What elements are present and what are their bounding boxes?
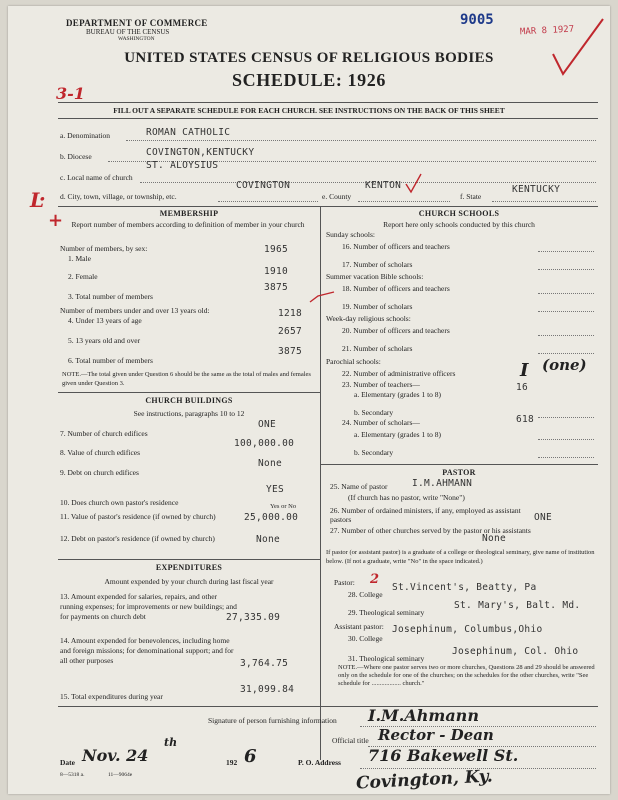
q8-value: 100,000.00 (234, 438, 295, 449)
buildings-title: CHURCH BUILDINGS (145, 396, 233, 405)
margin-note: 3-1 (56, 84, 85, 103)
date-year-digit: 6 (244, 746, 257, 767)
q12-value: None (256, 534, 281, 545)
date-year-prefix: 192 (226, 758, 238, 767)
q24-label: 24. Number of scholars— (342, 418, 420, 427)
q24b-label: b. Secondary (354, 448, 394, 457)
q31-value: Josephinum, Col. Ohio (452, 646, 579, 657)
tick-mark-icon (308, 288, 338, 308)
pastor-note: NOTE.—Where one pastor serves two or more churches, Questions 28 and 29 should be answered only on the schedule for one of the churches; on the schedules for the other churches, write "See schedule for .................. church." (338, 664, 595, 687)
state-label: f. State (460, 192, 482, 201)
diocese-label: b. Diocese (60, 152, 92, 161)
tick-mark-icon (404, 172, 424, 196)
q7-label: 7. Number of church edifices (60, 429, 148, 438)
county-value: KENTON (365, 180, 402, 191)
q26-value: ONE (534, 512, 553, 523)
county-label: e. County (322, 192, 352, 201)
local-name-value: ST. ALOYSIUS (146, 160, 219, 171)
membership-title: MEMBERSHIP (159, 209, 219, 218)
membership-note: NOTE.—The total given under Question 6 should be the same as the total of males and females given under Question 3. (62, 371, 311, 387)
q12-label: 12. Debt on pastor's residence (if owned by church) (60, 534, 215, 543)
total-members-label: 3. Total number of members (68, 292, 153, 301)
q11-value: 25,000.00 (244, 512, 299, 523)
city-label: WASHINGTON (118, 36, 155, 42)
city-label: d. City, town, village, or township, etc. (60, 192, 177, 201)
q28-value: St.Vincent's, Beatty, Pa (392, 582, 537, 593)
q27-value: None (482, 533, 507, 544)
weekday-label: Week-day religious schools: (326, 314, 411, 323)
received-date-stamp: MAR 8 1927 (519, 24, 575, 38)
male-label: 1. Male (68, 254, 91, 263)
q28-label: 28. College (348, 590, 383, 599)
official-title-value: Rector - Dean (378, 726, 494, 744)
q18-label: 18. Number of officers and teachers (342, 284, 450, 293)
denomination-label: a. Denomination (60, 131, 110, 140)
q9-label: 9. Debt on church edifices (60, 468, 139, 477)
q19-label: 19. Number of scholars (342, 302, 413, 311)
q9-value: None (258, 458, 283, 469)
city-value: COVINGTON (236, 180, 291, 191)
official-title-label: Official title (332, 736, 369, 745)
sunday-label: Sunday schools: (326, 230, 375, 239)
schools-intro: Report here only schools conducted by this church (383, 220, 535, 229)
form-code-2: 11—9064e (108, 772, 133, 778)
expenditures-intro: Amount expended by your church during last fiscal year (104, 577, 274, 586)
diocese-value: COVINGTON,KENTUCKY (146, 147, 255, 158)
male-value: 1965 (264, 244, 289, 255)
total-members-value: 3875 (264, 282, 289, 293)
q17-label: 17. Number of scholars (342, 260, 413, 269)
total6-label: 6. Total number of members (68, 356, 153, 365)
q23a-label: a. Elementary (grades 1 to 8) (354, 390, 442, 399)
q25-value: I.M.AHMANN (412, 478, 473, 489)
pastor-count-mark: 2 (370, 572, 380, 587)
graduate-note: If pastor (or assistant pastor) is a graduate of a college or theological seminary, give name of institution below. (If not a graduate, write "No" in the space indicated.) (326, 549, 595, 565)
age-label: Number of members under and over 13 years old: (60, 306, 210, 315)
q25-label: 25. Name of pastor (330, 482, 388, 491)
signature-value: I.M.Ahmann (368, 706, 479, 725)
address-label: P. O. Address (298, 758, 341, 767)
local-name-label: c. Local name of church (60, 173, 133, 182)
female-value: 1910 (264, 266, 289, 277)
q26-label: 26. Number of ordained ministers, if any, employed as assistant pastors (330, 506, 521, 524)
q29-value: St. Mary's, Balt. Md. (454, 600, 581, 611)
under13-value: 1218 (278, 308, 303, 319)
department-label: DEPARTMENT OF COMMERCE (66, 18, 208, 28)
q13-label: 13. Amount expended for salaries, repairs, and other running expenses; for improvements or new buildings; and for payments on church debt (60, 592, 237, 621)
by-sex-label: Number of members, by sex: (60, 244, 148, 253)
pastor-title: PASTOR (442, 468, 476, 477)
q22-label: 22. Number of administrative officers (342, 369, 456, 378)
q14-label: 14. Amount expended for benevolences, including home and foreign missions; for denominational support; and for all other purposes (60, 636, 234, 665)
q22-value: I (520, 360, 529, 381)
q30-label: 30. College (348, 634, 383, 643)
pastor-label: Pastor: (334, 578, 355, 587)
q7-value: ONE (258, 419, 277, 430)
bureau-label: BUREAU OF THE CENSUS (86, 28, 170, 36)
q25-note: (If church has no pastor, write "None") (348, 493, 465, 502)
q20-label: 20. Number of officers and teachers (342, 326, 450, 335)
denomination-value: ROMAN CATHOLIC (146, 127, 231, 138)
q23a-value: 16 (516, 382, 529, 393)
over13-value: 2657 (278, 326, 303, 337)
q10-value: YES (266, 484, 285, 495)
q29-label: 29. Theological seminary (348, 608, 425, 617)
date-month-day: Nov. 24 (82, 746, 149, 765)
census-form (8, 6, 610, 794)
female-label: 2. Female (68, 272, 98, 281)
address-line2: Covington, Ky. (355, 766, 494, 794)
date-label: Date (60, 758, 75, 767)
q24a-label: a. Elementary (grades 1 to 8) (354, 430, 442, 439)
over13-label: 5. 13 years old and over (68, 336, 141, 345)
assistant-label: Assistant pastor: (334, 622, 384, 631)
date-suffix: th (164, 736, 178, 749)
q30-value: Josephinum, Columbus,Ohio (392, 624, 543, 635)
q31-label: 31. Theological seminary (348, 654, 425, 663)
q27-label: 27. Number of other churches served by the pastor or his assistants (330, 526, 531, 535)
membership-intro: Report number of members according to definition of member in your church (71, 220, 305, 229)
q13-value: 27,335.09 (226, 612, 281, 623)
q14-value: 3,764.75 (240, 658, 289, 669)
parochial-label: Parochial schools: (326, 357, 381, 366)
total6-value: 3875 (278, 346, 303, 357)
form-code: 8—5318 a. (60, 772, 85, 778)
signature-label: Signature of person furnishing information (208, 716, 337, 725)
q11-label: 11. Value of pastor's residence (if owned by church) (60, 512, 216, 521)
q15-label: 15. Total expenditures during year (60, 692, 163, 701)
summer-label: Summer vacation Bible schools: (326, 272, 424, 281)
schools-title: CHURCH SCHOOLS (418, 209, 500, 218)
q16-label: 16. Number of officers and teachers (342, 242, 450, 251)
expenditures-title: EXPENDITURES (155, 563, 223, 572)
q8-label: 8. Value of church edifices (60, 448, 141, 457)
under13-label: 4. Under 13 years of age (68, 316, 142, 325)
buildings-intro: See instructions, paragraphs 10 to 12 (133, 409, 245, 418)
form-title: UNITED STATES CENSUS OF RELIGIOUS BODIES (124, 50, 494, 66)
stamp-number: 9005 (460, 12, 494, 28)
margin-mark: Ŀ (30, 188, 45, 212)
instruction-line: FILL OUT A SEPARATE SCHEDULE FOR EACH CHURCH. SEE INSTRUCTIONS ON THE BACK OF THIS SHEET (113, 106, 505, 115)
q23b-label: b. Secondary (354, 408, 394, 417)
state-value: KENTUCKY (512, 184, 561, 195)
q24-value: 618 (516, 414, 535, 425)
q10-label: 10. Does church own pastor's residence (60, 498, 179, 507)
schedule-title: SCHEDULE: 1926 (232, 70, 386, 90)
q21-label: 21. Number of scholars (342, 344, 413, 353)
margin-cross-icon: + (48, 210, 64, 231)
q15-value: 31,099.84 (240, 684, 295, 695)
q11-hint: Yes or No (270, 503, 297, 510)
address-line1: 716 Bakewell St. (368, 746, 519, 765)
q22-note: (one) (542, 356, 587, 374)
q23-label: 23. Number of teachers— (342, 380, 420, 389)
